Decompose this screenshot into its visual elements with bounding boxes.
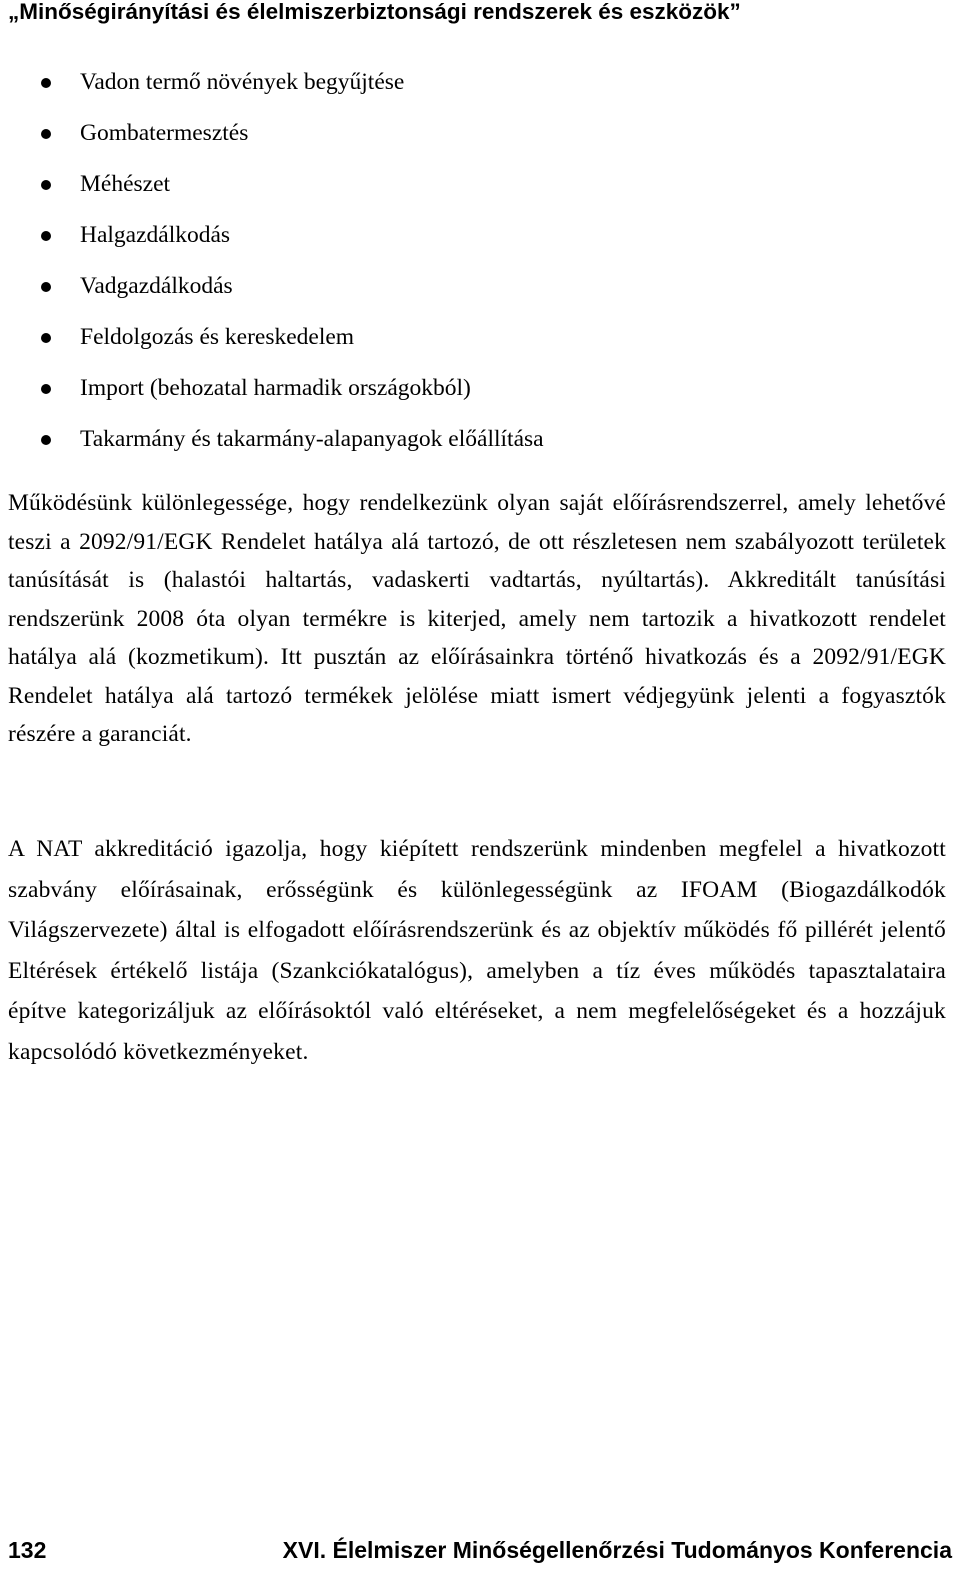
body-paragraph: A NAT akkreditáció igazolja, hogy kiépített rendszerünk mindenben megfelel a hivatkozott szabvány előírásainak, erősségünk és különlegességünk az IFOAM (Biogazdálkodók Világszervezete) által is elfogadott előírásrendszerünk és az objektív működés fő pillérét jelentő Eltérések értékelő listája (Szankciókatalógus), amelyben a tíz éves működés tapasztalataira építve kategorizáljuk az előírásoktól való eltéréseket, a nem megfelelőségeket és a hozzájuk kapcsolódó következményeket. — [8, 836, 946, 1065]
list-item-text: Gombatermesztés — [80, 120, 249, 146]
bullet-icon — [41, 384, 51, 394]
bullet-icon — [41, 435, 51, 445]
bullet-icon — [41, 180, 51, 190]
list-item-text: Vadon termő növények begyűjtése — [80, 69, 405, 95]
bullet-icon — [41, 231, 51, 241]
bullet-icon — [41, 333, 51, 343]
list-item-text: Takarmány és takarmány-alapanyagok előállítása — [80, 426, 544, 452]
list-item-text: Vadgazdálkodás — [80, 273, 233, 299]
list-item-text: Halgazdálkodás — [80, 222, 231, 248]
page-footer — [8, 1533, 952, 1567]
body-paragraph: Működésünk különlegessége, hogy rendelkezünk olyan saját előírásrendszerrel, amely lehetővé teszi a 2092/91/EGK Rendelet hatálya alá tartozó, de ott részletesen nem szabályozott területek tanúsítását is (halastói haltartás, vadaskerti vadtartás, nyúltartás). Akkreditált tanúsítási rendszerünk 2008 óta olyan termékre is kiterjed, amely nem tartozik a hivatkozott rendelet hatálya alá (kozmetikum). Itt pusztán az előírásainkra történő hivatkozás és a 2092/91/EGK Rendelet hatálya alá tartozó termékek jelölése miatt ismert védjegyünk jelenti a fogyasztók részére a garanciát. — [8, 490, 946, 747]
running-header: „Minőségirányítási és élelmiszerbiztonsági rendszerek és eszközök” — [8, 0, 741, 24]
list-item-text: Feldolgozás és kereskedelem — [80, 324, 355, 350]
bullet-icon — [41, 78, 51, 88]
bullet-icon — [41, 129, 51, 139]
list-item-text: Méhészet — [80, 171, 171, 197]
bullet-icon — [41, 282, 51, 292]
page-number: 132 — [8, 1537, 47, 1563]
conference-title: XVI. Élelmiszer Minőségellenőrzési Tudományos Konferencia — [282, 1537, 952, 1563]
list-item-text: Import (behozatal harmadik országokból) — [80, 375, 471, 401]
